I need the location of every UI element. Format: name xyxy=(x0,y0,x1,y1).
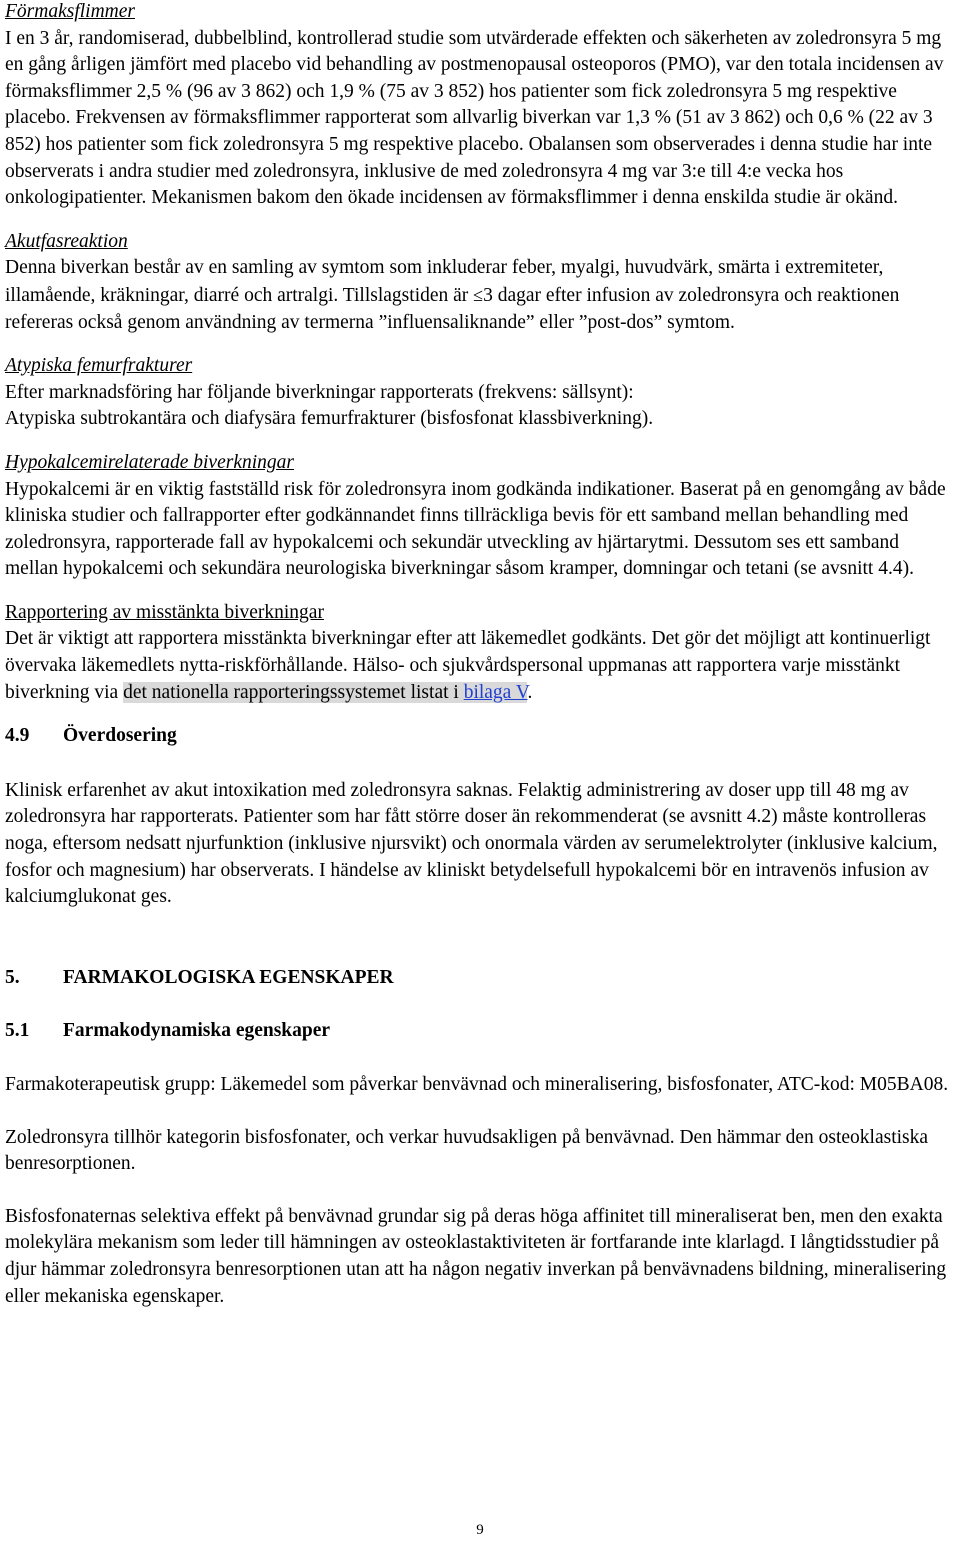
page-number: 9 xyxy=(476,1522,484,1538)
paragraph-overdose: Klinisk erfarenhet av akut intoxikation med zoledronsyra saknas. Felaktig administrering av doser upp till 48 mg av zoledronsyra har rapporterats. Patienter som har fått större doser än rekommenderat (se avsnitt 4.2) måste kontrolleras noga, eftersom nedsatt njurfunktion (inklusive njursvikt) och onormala värden av serumelektrolyter (inklusive kalcium, fosfor och magnesium) har observerats. I händelse av kliniskt betydelsefull hypokalcemi bör en intravenös infusion av kalciumglukonat ges. xyxy=(5,779,938,908)
section-number-5: 5. xyxy=(5,966,20,988)
heading-overdose xyxy=(5,723,955,750)
apr-text-part2: 3 dagar efter infusion av zoledronsyra och reaktionen refereras också genom användning av termerna ”influensaliknande” eller ”post-dos” symtom. xyxy=(5,284,900,333)
section-acute-phase-reaction xyxy=(5,229,955,336)
paragraph-pharmacotherapeutic-group: Farmakoterapeutisk grupp: Läkemedel som påverkar benvävnad och mineralisering, bisfosfonater, ATC-kod: M05BA08. xyxy=(5,1074,949,1095)
document-page xyxy=(5,0,955,1310)
less-or-equal-symbol: ≤ xyxy=(473,284,484,305)
heading-atypical-femur-fractures: Atypiska femurfrakturer xyxy=(5,355,193,377)
paragraph-reporting xyxy=(5,626,955,706)
paragraph-hypocalcemia: Hypokalcemi är en viktig fastställd risk för zoledronsyra inom godkända indikationer. Baserat på en genomgång av både kliniska studier och fallrapporter efter godkännandet finns tillräckliga bevis för ett samband mellan behandling med zoledronsyra, rapporterade fall av hypokalcemi och sekundär utveckling av hjärtarytmi. Dessutom ses ett samband mellan hypokalcemi och sekundära neurologiska biverkningar såsom kramper, domningar och tetani (se avsnitt 4.4). xyxy=(5,478,946,580)
section-number-4-9: 4.9 xyxy=(5,725,30,747)
reporting-highlighted-text xyxy=(123,682,527,703)
paragraph-zoledronic-category: Zoledronsyra tillhör kategorin bisfosfonater, och verkar huvudsakligen på benvävnad. Den hämmar den osteoklastiska benresorptionen. xyxy=(5,1126,929,1175)
heading-atrial-fibrillation: Förmaksflimmer xyxy=(5,1,135,22)
heading-reporting: Rapportering av misstänkta biverkningar xyxy=(5,601,324,623)
section-atypical-femur-fractures xyxy=(5,353,955,433)
section-title-pharmacodynamics: Farmakodynamiska egenskaper xyxy=(63,1020,331,1042)
apr-text-part1: Denna biverkan består av en samling av symtom som inkluderar feber, myalgi, huvudvärk, smärta i extremiteter, illamående, kräkningar, diarré och artralgi. Tillslagstiden är xyxy=(5,257,884,306)
reporting-highlight: det nationella rapporteringssystemet listat i xyxy=(123,681,464,703)
section-atrial-fibrillation xyxy=(5,0,955,212)
heading-pharmacological-properties xyxy=(5,965,955,992)
section-reporting xyxy=(5,600,955,706)
section-number-5-1: 5.1 xyxy=(5,1020,30,1042)
reporting-text: Det är viktigt att rapportera misstänkta biverkningar efter att läkemedlet godkänts. Det gör det möjligt att kontinuerligt övervaka läkemedlets nytta-riskförhållande. Hälso- och sjukvårdspersonal uppmanas att rapportera varje misstänkt biverkning via xyxy=(5,628,931,703)
heading-acute-phase-reaction: Akutfasreaktion xyxy=(5,230,128,252)
aff-line-2: Atypiska subtrokantära och diafysära femurfrakturer (bisfosfonat klassbiverkning). xyxy=(5,408,654,430)
aff-line-1: Efter marknadsföring har följande biverkningar rapporterats (frekvens: sällsynt): xyxy=(5,381,634,403)
section-hypocalcemia xyxy=(5,450,955,583)
section-title-overdose: Överdosering xyxy=(63,725,177,747)
heading-pharmacodynamics xyxy=(5,1018,955,1045)
reporting-period: . xyxy=(527,681,533,703)
heading-hypocalcemia: Hypokalcemirelaterade biverkningar xyxy=(5,451,294,473)
section-title-pharmacological: FARMAKOLOGISKA EGENSKAPER xyxy=(63,966,394,988)
paragraph-acute-phase-reaction xyxy=(5,255,955,336)
appendix-v-link[interactable]: bilaga V xyxy=(463,681,528,703)
paragraph-atrial-fibrillation: I en 3 år, randomiserad, dubbelblind, kontrollerad studie som utvärderade effekten och säkerheten av zoledronsyra 5 mg en gång årligen jämfört med placebo vid behandling av postmenopausal osteoporos (PMO), var den totala incidensen av förmaksflimmer 2,5 % (96 av 3 862) och 1,9 % (75 av 3 852) hos patienter som fick zoledronsyra 5 mg respektive placebo. Frekvensen av förmaksflimmer rapporterat som allvarlig biverkan var 1,3 % (51 av 3 862) och 0,6 % (22 av 3 852) hos patienter som fick zoledronsyra 5 mg respektive placebo. Obalansen som observerades i denna studie har inte observerats i andra studier med zoledronsyra, inklusive de med zoledronsyra 4 mg var 3:e till 4:e vecka hos onkologipatienter. Mekanismen bakom den ökade incidensen av förmaksflimmer i denna enskilda studie är okänd. xyxy=(5,27,944,209)
paragraph-selective-effect: Bisfosfonaternas selektiva effekt på benvävnad grundar sig på deras höga affinitet till mineraliserat ben, men den exakta molekylära mekanism som leder till hämningen av osteoklastaktiviteten är fortfarande inte klarlagd. I långtidsstudier på djur hämmar zoledronsyra benresorptionen utan att ha någon negativ inverkan på benvävnadens bildning, mineralisering eller mekaniska egenskaper. xyxy=(5,1205,947,1307)
